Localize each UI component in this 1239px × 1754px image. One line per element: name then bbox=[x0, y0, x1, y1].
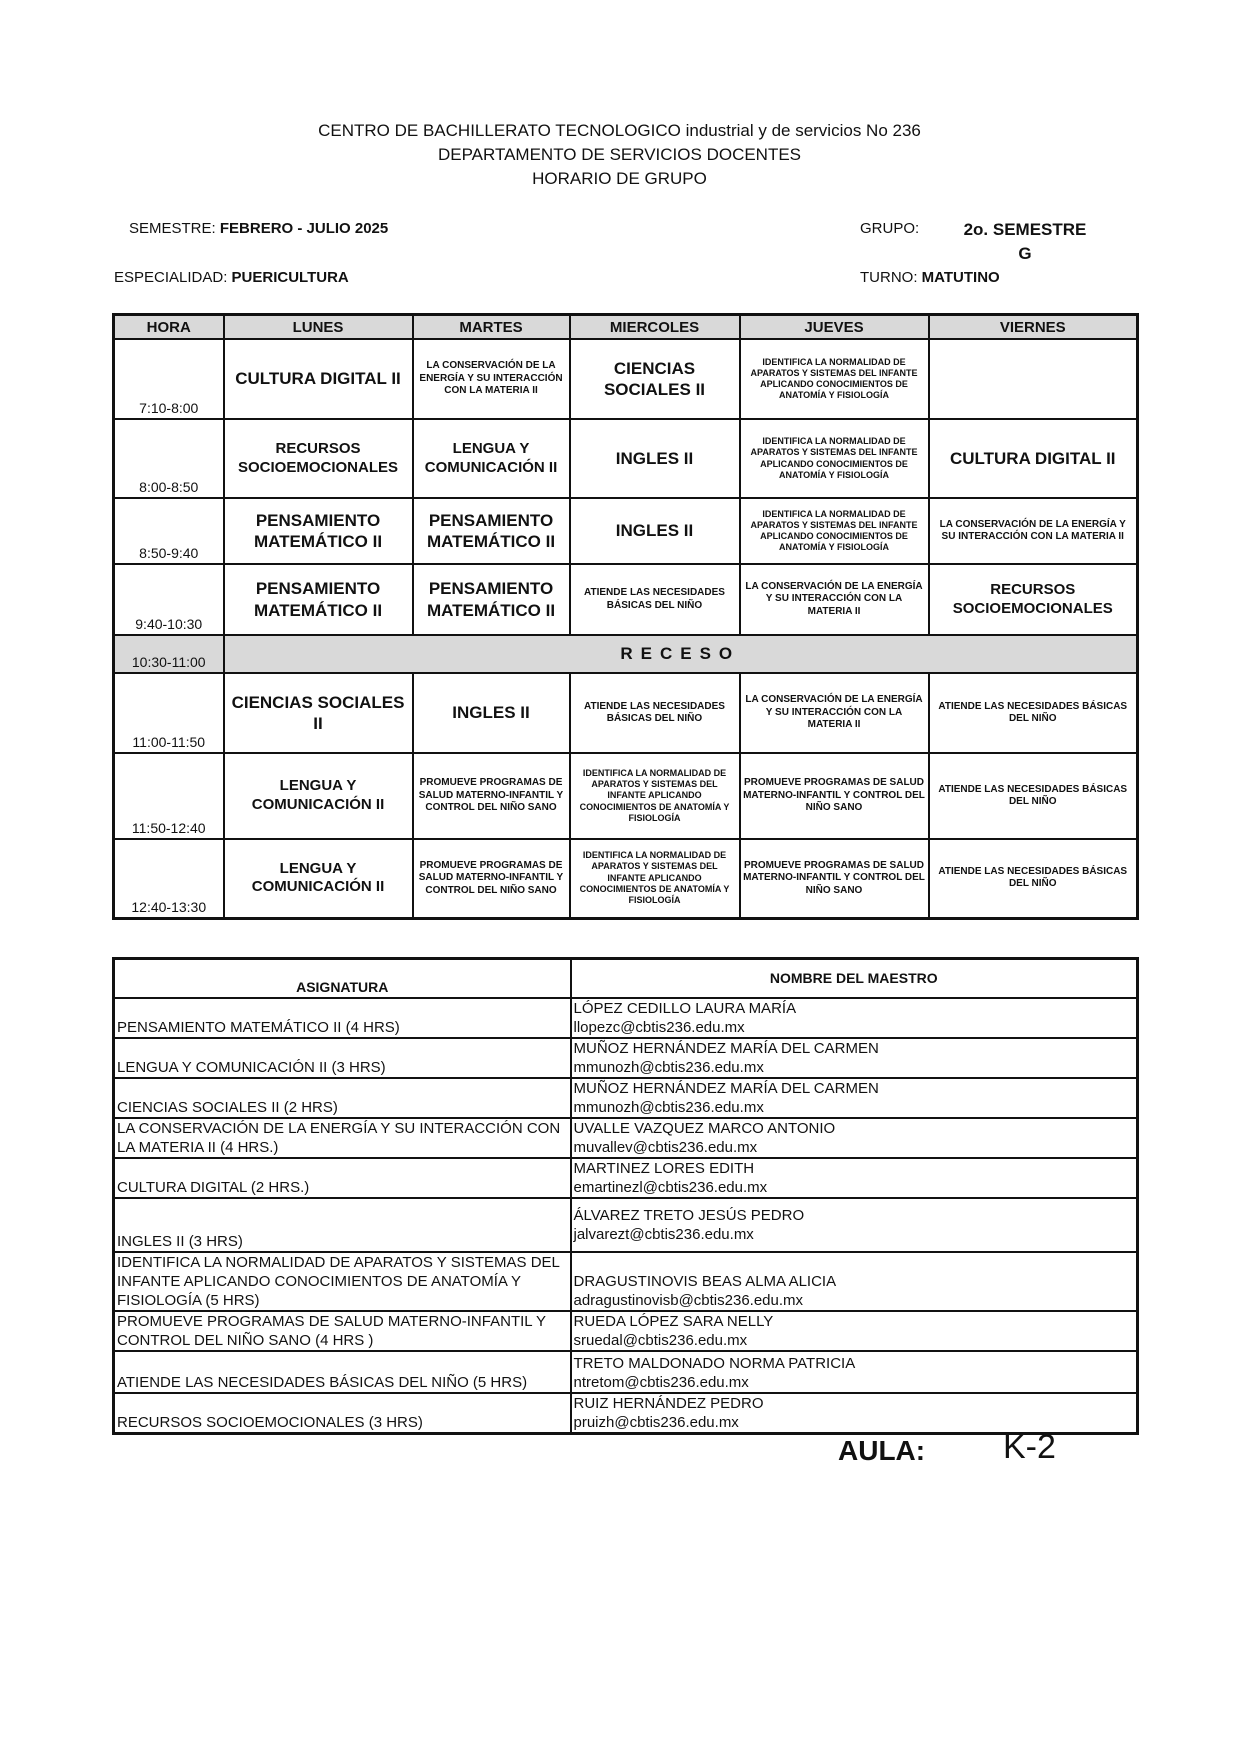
asignatura-cell: LA CONSERVACIÓN DE LA ENERGÍA Y SU INTERACCIÓN CON LA MATERIA II (4 HRS.) bbox=[114, 1118, 571, 1158]
class-cell: ATIENDE LAS NECESIDADES BÁSICAS DEL NIÑO bbox=[929, 839, 1138, 918]
class-cell: CIENCIAS SOCIALES II bbox=[570, 339, 740, 419]
class-cell: ATIENDE LAS NECESIDADES BÁSICAS DEL NIÑO bbox=[929, 673, 1138, 753]
class-cell: ATIENDE LAS NECESIDADES BÁSICAS DEL NIÑO bbox=[929, 753, 1138, 839]
class-cell: INGLES II bbox=[570, 498, 740, 564]
turno-info bbox=[860, 269, 1000, 286]
teacher-email: adragustinovisb@cbtis236.edu.mx bbox=[573, 1291, 804, 1309]
class-cell: INGLES II bbox=[570, 419, 740, 498]
asignatura-cell: LENGUA Y COMUNICACIÓN II (3 HRS) bbox=[114, 1038, 571, 1078]
teachers-header-row bbox=[114, 959, 1138, 998]
hora-cell: 8:50-9:40 bbox=[114, 498, 224, 564]
schedule-row bbox=[114, 839, 1138, 918]
teacher-email: ntretom@cbtis236.edu.mx bbox=[573, 1373, 749, 1391]
class-cell: LENGUA Y COMUNICACIÓN II bbox=[413, 419, 570, 498]
teacher-name: MUÑOZ HERNÁNDEZ MARÍA DEL CARMEN bbox=[573, 1079, 879, 1097]
asignatura-cell: CIENCIAS SOCIALES II (2 HRS) bbox=[114, 1078, 571, 1118]
class-cell: IDENTIFICA LA NORMALIDAD DE APARATOS Y SISTEMAS DEL INFANTE APLICANDO CONOCIMIENTOS DE ANATOMÍA Y FISIOLOGÍA bbox=[740, 419, 929, 498]
teacher-name: RUEDA LÓPEZ SARA NELLY bbox=[573, 1312, 774, 1330]
especialidad-value: PUERICULTURA bbox=[231, 269, 349, 286]
teacher-name: MUÑOZ HERNÁNDEZ MARÍA DEL CARMEN bbox=[573, 1039, 879, 1057]
teacher-email: mmunozh@cbtis236.edu.mx bbox=[573, 1098, 764, 1116]
maestro-cell bbox=[571, 1393, 1138, 1434]
schedule-row bbox=[114, 673, 1138, 753]
asignatura-cell: ATIENDE LAS NECESIDADES BÁSICAS DEL NIÑO (5 HRS) bbox=[114, 1351, 571, 1393]
aula-value: K-2 bbox=[1003, 1428, 1056, 1466]
class-cell: LA CONSERVACIÓN DE LA ENERGÍA Y SU INTERACCIÓN CON LA MATERIA II bbox=[740, 673, 929, 753]
semestre-label: SEMESTRE: bbox=[129, 220, 216, 237]
especialidad-info bbox=[114, 269, 349, 286]
grupo-value bbox=[940, 218, 1110, 266]
teacher-row bbox=[114, 998, 1138, 1038]
semestre-info bbox=[129, 220, 388, 237]
header-jueves: JUEVES bbox=[740, 315, 929, 340]
schedule-table bbox=[112, 313, 1139, 920]
maestro-cell bbox=[571, 1078, 1138, 1118]
maestro-cell bbox=[571, 1311, 1138, 1351]
class-cell: IDENTIFICA LA NORMALIDAD DE APARATOS Y SISTEMAS DEL INFANTE APLICANDO CONOCIMIENTOS DE ANATOMÍA Y FISIOLOGÍA bbox=[570, 839, 740, 918]
header-hora: HORA bbox=[114, 315, 224, 340]
schedule-row bbox=[114, 339, 1138, 419]
maestro-cell bbox=[571, 1351, 1138, 1393]
recess-label: RECESO bbox=[224, 635, 1138, 673]
teacher-email: pruizh@cbtis236.edu.mx bbox=[573, 1413, 739, 1431]
teacher-email: muvallev@cbtis236.edu.mx bbox=[573, 1138, 758, 1156]
class-cell: PENSAMIENTO MATEMÁTICO II bbox=[224, 498, 413, 564]
teacher-row bbox=[114, 1252, 1138, 1311]
school-name: CENTRO DE BACHILLERATO TECNOLOGICO industrial y de servicios No 236 bbox=[318, 121, 921, 140]
maestro-cell bbox=[571, 1252, 1138, 1311]
teacher-row bbox=[114, 1158, 1138, 1198]
class-cell: LA CONSERVACIÓN DE LA ENERGÍA Y SU INTERACCIÓN CON LA MATERIA II bbox=[413, 339, 570, 419]
hora-cell: 11:50-12:40 bbox=[114, 753, 224, 839]
turno-label: TURNO: bbox=[860, 269, 918, 286]
class-cell: PROMUEVE PROGRAMAS DE SALUD MATERNO-INFANTIL Y CONTROL DEL NIÑO SANO bbox=[413, 753, 570, 839]
recess-hora: 10:30-11:00 bbox=[114, 635, 224, 673]
asignatura-cell: INGLES II (3 HRS) bbox=[114, 1198, 571, 1252]
hora-cell: 12:40-13:30 bbox=[114, 839, 224, 918]
grupo-letra: G bbox=[1018, 244, 1032, 263]
asignatura-cell: PENSAMIENTO MATEMÁTICO II (4 HRS) bbox=[114, 998, 571, 1038]
teacher-row bbox=[114, 1311, 1138, 1351]
especialidad-label: ESPECIALIDAD: bbox=[114, 269, 228, 286]
class-cell: LENGUA Y COMUNICACIÓN II bbox=[224, 839, 413, 918]
class-cell: PENSAMIENTO MATEMÁTICO II bbox=[224, 564, 413, 635]
teachers-table bbox=[112, 957, 1139, 1435]
asignatura-cell: PROMUEVE PROGRAMAS DE SALUD MATERNO-INFANTIL Y CONTROL DEL NIÑO SANO (4 HRS ) bbox=[114, 1311, 571, 1351]
teacher-email: llopezc@cbtis236.edu.mx bbox=[573, 1018, 745, 1036]
teacher-name: TRETO MALDONADO NORMA PATRICIA bbox=[573, 1354, 856, 1372]
class-cell: PROMUEVE PROGRAMAS DE SALUD MATERNO-INFANTIL Y CONTROL DEL NIÑO SANO bbox=[740, 753, 929, 839]
department-name: DEPARTAMENTO DE SERVICIOS DOCENTES bbox=[437, 145, 802, 164]
teacher-row bbox=[114, 1351, 1138, 1393]
teacher-row bbox=[114, 1038, 1138, 1078]
header-maestro: NOMBRE DEL MAESTRO bbox=[571, 959, 1138, 998]
teacher-email: emartinezl@cbtis236.edu.mx bbox=[573, 1178, 768, 1196]
header-viernes: VIERNES bbox=[929, 315, 1138, 340]
teacher-row bbox=[114, 1118, 1138, 1158]
maestro-cell bbox=[571, 1158, 1138, 1198]
class-cell: CIENCIAS SOCIALES II bbox=[224, 673, 413, 753]
class-cell: INGLES II bbox=[413, 673, 570, 753]
class-cell: ATIENDE LAS NECESIDADES BÁSICAS DEL NIÑO bbox=[570, 673, 740, 753]
class-cell: PENSAMIENTO MATEMÁTICO II bbox=[413, 498, 570, 564]
class-cell bbox=[929, 339, 1138, 419]
class-cell: IDENTIFICA LA NORMALIDAD DE APARATOS Y SISTEMAS DEL INFANTE APLICANDO CONOCIMIENTOS DE ANATOMÍA Y FISIOLOGÍA bbox=[570, 753, 740, 839]
teacher-name: DRAGUSTINOVIS BEAS ALMA ALICIA bbox=[573, 1272, 837, 1290]
schedule-row bbox=[114, 753, 1138, 839]
grupo-semestre: 2o. SEMESTRE bbox=[963, 220, 1087, 239]
semestre-value: FEBRERO - JULIO 2025 bbox=[219, 220, 389, 237]
class-cell: IDENTIFICA LA NORMALIDAD DE APARATOS Y SISTEMAS DEL INFANTE APLICANDO CONOCIMIENTOS DE ANATOMÍA Y FISIOLOGÍA bbox=[740, 339, 929, 419]
class-cell: PROMUEVE PROGRAMAS DE SALUD MATERNO-INFANTIL Y CONTROL DEL NIÑO SANO bbox=[740, 839, 929, 918]
class-cell: CULTURA DIGITAL II bbox=[929, 419, 1138, 498]
teacher-email: jalvarezt@cbtis236.edu.mx bbox=[573, 1225, 754, 1243]
schedule-row bbox=[114, 564, 1138, 635]
teacher-name: LÓPEZ CEDILLO LAURA MARÍA bbox=[573, 999, 797, 1017]
teacher-row bbox=[114, 1078, 1138, 1118]
maestro-cell bbox=[571, 1118, 1138, 1158]
header-lunes: LUNES bbox=[224, 315, 413, 340]
class-cell: LA CONSERVACIÓN DE LA ENERGÍA Y SU INTERACCIÓN CON LA MATERIA II bbox=[929, 498, 1138, 564]
teacher-email: mmunozh@cbtis236.edu.mx bbox=[573, 1058, 764, 1076]
teacher-name: RUIZ HERNÁNDEZ PEDRO bbox=[573, 1394, 764, 1412]
hora-cell: 7:10-8:00 bbox=[114, 339, 224, 419]
header-asignatura: ASIGNATURA bbox=[114, 959, 571, 998]
schedule-header-row bbox=[114, 315, 1138, 340]
class-cell: RECURSOS SOCIOEMOCIONALES bbox=[929, 564, 1138, 635]
recess-row bbox=[114, 635, 1138, 673]
teacher-row bbox=[114, 1198, 1138, 1252]
class-cell: LENGUA Y COMUNICACIÓN II bbox=[224, 753, 413, 839]
grupo-label: GRUPO: bbox=[860, 220, 920, 237]
turno-value: MATUTINO bbox=[921, 269, 1000, 286]
teacher-name: MARTINEZ LORES EDITH bbox=[573, 1159, 755, 1177]
maestro-cell bbox=[571, 1038, 1138, 1078]
hora-cell: 11:00-11:50 bbox=[114, 673, 224, 753]
maestro-cell bbox=[571, 998, 1138, 1038]
schedule-row bbox=[114, 498, 1138, 564]
teacher-name: UVALLE VAZQUEZ MARCO ANTONIO bbox=[573, 1119, 836, 1137]
header-miercoles: MIERCOLES bbox=[570, 315, 740, 340]
teacher-name: ÁLVAREZ TRETO JESÚS PEDRO bbox=[573, 1206, 805, 1224]
asignatura-cell: CULTURA DIGITAL (2 HRS.) bbox=[114, 1158, 571, 1198]
asignatura-cell: IDENTIFICA LA NORMALIDAD DE APARATOS Y SISTEMAS DEL INFANTE APLICANDO CONOCIMIENTOS DE ANATOMÍA Y FISIOLOGÍA (5 HRS) bbox=[114, 1252, 571, 1311]
aula-label: AULA: bbox=[838, 1435, 926, 1466]
class-cell: RECURSOS SOCIOEMOCIONALES bbox=[224, 419, 413, 498]
class-cell: IDENTIFICA LA NORMALIDAD DE APARATOS Y SISTEMAS DEL INFANTE APLICANDO CONOCIMIENTOS DE ANATOMÍA Y FISIOLOGÍA bbox=[740, 498, 929, 564]
maestro-cell bbox=[571, 1198, 1138, 1252]
class-cell: ATIENDE LAS NECESIDADES BÁSICAS DEL NIÑO bbox=[570, 564, 740, 635]
document-title: HORARIO DE GRUPO bbox=[532, 169, 707, 188]
class-cell: CULTURA DIGITAL II bbox=[224, 339, 413, 419]
class-cell: LA CONSERVACIÓN DE LA ENERGÍA Y SU INTERACCIÓN CON LA MATERIA II bbox=[740, 564, 929, 635]
hora-cell: 8:00-8:50 bbox=[114, 419, 224, 498]
class-cell: PROMUEVE PROGRAMAS DE SALUD MATERNO-INFANTIL Y CONTROL DEL NIÑO SANO bbox=[413, 839, 570, 918]
teacher-row bbox=[114, 1393, 1138, 1434]
class-cell: PENSAMIENTO MATEMÁTICO II bbox=[413, 564, 570, 635]
header-martes: MARTES bbox=[413, 315, 570, 340]
schedule-row bbox=[114, 419, 1138, 498]
asignatura-cell: RECURSOS SOCIOEMOCIONALES (3 HRS) bbox=[114, 1393, 571, 1434]
teacher-email: sruedal@cbtis236.edu.mx bbox=[573, 1331, 748, 1349]
hora-cell: 9:40-10:30 bbox=[114, 564, 224, 635]
